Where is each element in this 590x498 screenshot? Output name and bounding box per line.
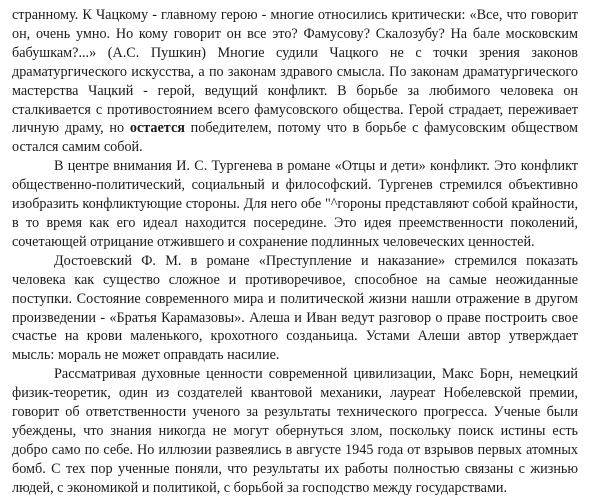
bold-word: остается [129, 120, 185, 137]
paragraph-turgenev: В центре внимания И. С. Тургенева в романе «Отцы и дети» конфликт. Это конфликт общественно-политический, социальный и философский. Тургенев стремился объективно изобразить конфликтующие стороны. Для него обе "^гороны представляют собой крайности, в то время как его идеал находится посередине. Это идея преемственности поколений, сочетающей отрицание отжившего и сохранение подлинных человеческих ценностей. [12, 158, 578, 250]
paragraph-dostoevsky: Достоевский Ф. М. в романе «Преступление и наказание» стремился показать человека как существо сложное и противоречивое, способное на самые неожиданные поступки. Состояние современного мира и политической жизни нашли отражение в другом произведении - «Братья Карамазовы». Алеша и Иван ведут разговор о праве построить свое счастье на крови маленького, крохотного созданьица. Устами Алеши автор утверждает мысль: мораль не может оправдать насилие. [12, 252, 578, 364]
paragraph-chatsky [12, 6, 578, 157]
paragraph-born: Рассматривая духовные ценности современной цивилизации, Макс Борн, немецкий физик-теоретик, один из создателей квантовой механики, лауреат Нобелевской премии, говорит об ответственности ученого за результаты технического прогресса. Ученые были убеждены, что знания никогда не могут обернуться злом, поскольку поиск истины есть добро само по себе. Но иллюзии развеялись в августе 1945 года от взрывов первых атомных бомб. С тех пор ученные поняли, что результаты их работы полностью связаны с жизнью людей, с экономикой и политикой, с борьбой за господство между государствами. [12, 366, 578, 496]
paragraph-tail: победителем, потому что в борьбе с фамусовским обществом остался самим собой. [12, 120, 578, 156]
paragraph-text: странному. К Чацкому - главному герою - многие относились критически: «Все, что говорит он, очень умно. Но кому говорит он все это? Фамусову? Скалозубу? На бале московским бабушкам?...» (А.С. Пушкин) Многие судили Чацкого не с точки зрения законов драматургического искусства, а по законам здравого смысла. По законам драматургического мастерства Чацкий - герой, ведущий конфликт. В борьбе за любимого человека он сталкивается с противостоянием всего фамусовского общества. Герой страдает, переживает личную драму, но [12, 7, 578, 137]
